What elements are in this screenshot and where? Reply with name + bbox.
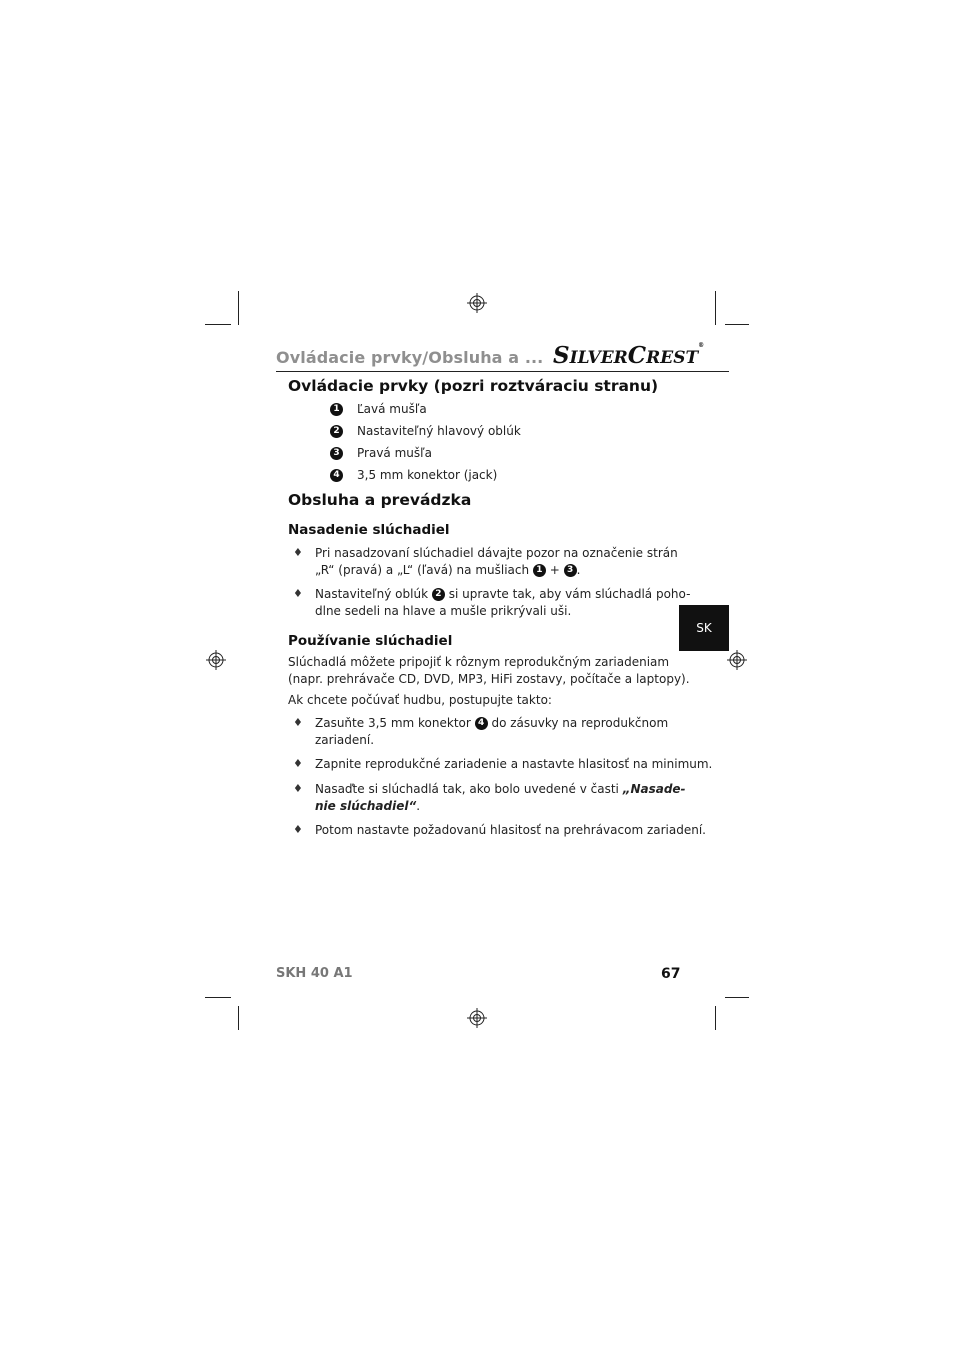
control-item-label: Ľavá mušľa [357,402,427,416]
item-number-badge: 3 [564,564,577,577]
item-number-badge: 3 [330,447,343,460]
paragraph: Slúchadlá môžete pripojiť k rôznym reprodukčným zariadeniam (napr. prehrávače CD, DVD, MP3, HiFi zostavy, počítače a laptopy). [288,655,690,686]
bullet-icon: ♦ [293,757,303,770]
section-title-operation: Obsluha a prevádzka [288,491,472,509]
registration-mark-icon [727,650,747,670]
item-number-badge: 1 [533,564,546,577]
paragraph: Nasaďte si slúchadlá tak, ako bolo uvedené v časti „Nasade- nie slúchadiel“. [315,782,686,813]
crop-mark [715,291,716,325]
paragraph: Pri nasadzovaní slúchadiel dávajte pozor na označenie strán „R“ (pravá) a „L“ (ľavá) na mušliach 1 + 3 . [315,546,678,577]
item-number-badge: 4 [330,469,343,482]
subsection-title-fitting: Nasadenie slúchadiel [288,522,450,538]
subsection-title-usage: Používanie slúchadiel [288,633,453,649]
control-item-label: Pravá mušľa [357,446,432,460]
footer-model-number: SKH 40 A1 [276,966,353,981]
registration-mark-icon [467,293,487,313]
bullet-icon: ♦ [293,716,303,729]
running-header-title: Ovládacie prvky/Obsluha a ... [276,348,544,367]
crop-mark [238,291,239,325]
language-tab: SK [679,605,729,651]
bullet-icon: ♦ [293,546,303,559]
crop-mark [238,1006,239,1030]
item-number-badge: 1 [330,403,343,416]
bullet-icon: ♦ [293,782,303,795]
section-title-controls: Ovládacie prvky (pozri roztváraciu stranu) [288,377,659,395]
registration-mark-icon [206,650,226,670]
paragraph: Zapnite reprodukčné zariadenie a nastavte hlasitosť na minimum. [315,757,713,771]
header-rule [276,371,729,372]
crop-mark [205,997,231,998]
item-number-badge: 2 [432,588,445,601]
paragraph: Nastaviteľný oblúk 2 si upravte tak, aby vám slúchadlá poho- dlne sedeli na hlave a mušle prikrývali uši. [315,587,691,618]
silvercrest-logo: SILVERCREST® [553,342,705,369]
crop-mark [725,324,749,325]
paragraph: Zasuňte 3,5 mm konektor 4 do zásuvky na reprodukčnom zariadení. [315,716,669,747]
paragraph: Ak chcete počúvať hudbu, postupujte takto: [288,693,552,707]
bullet-icon: ♦ [293,587,303,600]
control-item-label: Nastaviteľný hlavový oblúk [357,424,521,438]
crop-mark [715,1006,716,1030]
paragraph: Potom nastavte požadovanú hlasitosť na prehrávacom zariadení. [315,823,706,837]
crop-mark [205,324,231,325]
page-number: 67 [661,966,681,982]
bullet-icon: ♦ [293,823,303,836]
registration-mark-icon [467,1008,487,1028]
control-item-label: 3,5 mm konektor (jack) [357,468,498,482]
crop-mark [725,997,749,998]
item-number-badge: 4 [475,717,488,730]
item-number-badge: 2 [330,425,343,438]
